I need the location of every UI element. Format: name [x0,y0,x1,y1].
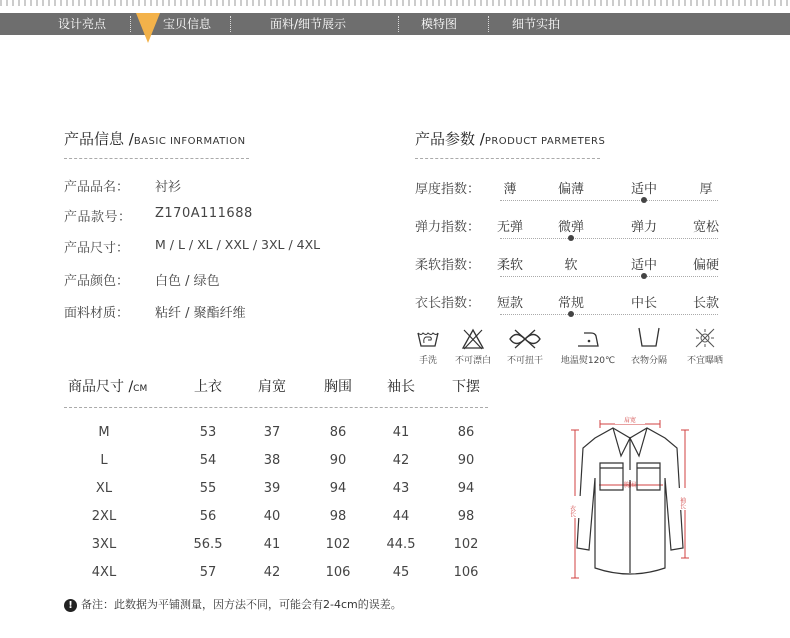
basic-info-title-text: 产品信息 / [64,130,134,148]
nav-item-model[interactable]: 模特图 [421,17,458,31]
shirt-diagram [555,408,705,588]
basic-info-subtitle: BASIC INFORMATION [133,136,246,147]
param-option: 无弹 [496,220,523,235]
size-cell: M [98,425,110,440]
size-value-cell: 40 [263,509,281,524]
size-value-cell: 56.5 [193,537,223,552]
param-option: 中长 [630,296,657,311]
size-value-cell: 94 [457,481,475,496]
info-value: 白色 / 绿色 [155,274,220,289]
param-label: 厚度指数： [415,182,481,197]
param-level-dot [568,235,574,241]
nav-separator [398,16,399,32]
params-title [415,128,605,149]
param-option: 软 [564,258,578,273]
info-row-size [64,237,321,256]
param-option: 弹力 [630,220,657,235]
param-scale [500,314,718,315]
size-value-cell: 45 [392,565,410,580]
measurement-note [64,596,402,612]
param-level-dot [641,197,647,203]
param-option: 宽松 [692,220,719,235]
divider [64,158,249,159]
param-label: 衣长指数： [415,296,481,311]
sleeve-label: 袖长 [678,497,686,509]
size-value-cell: 41 [392,425,410,440]
size-column-header: 肩宽 [258,379,286,395]
size-column-header: 下摆 [452,379,480,395]
nav-bar [0,13,790,35]
size-value-cell: 41 [263,537,281,552]
size-value-cell: 42 [392,453,410,468]
nav-item-design[interactable]: 设计亮点 [58,17,107,31]
info-value: M / L / XL / XXL / 3XL / 4XL [155,237,321,252]
size-column-header: 袖长 [387,379,415,395]
size-cell: 4XL [91,565,117,580]
size-value-cell: 86 [457,425,475,440]
decorative-chain-border [0,0,790,6]
info-label: 面料材质： [64,306,130,321]
care-label: 不宜曝晒 [686,356,723,366]
size-value-cell: 106 [453,565,479,580]
note-text: 备注：此数据为平铺测量，因方法不同，可能会有2-4cm的误差。 [81,598,402,611]
care-label: 地温熨120℃ [560,356,616,366]
divider [415,158,600,159]
size-value-cell: 57 [199,565,217,580]
size-value-cell: 94 [329,481,347,496]
info-value: 衬衫 [155,180,182,195]
size-cell: XL [95,481,113,496]
param-option: 微弹 [557,220,584,235]
no-sun-icon [693,327,717,349]
size-column-header: 胸围 [324,379,352,395]
size-value-cell: 54 [199,453,217,468]
nav-item-detail-photos[interactable]: 细节实拍 [512,17,561,31]
chest-label: 胸围 [623,482,637,489]
params-subtitle: PRODUCT PARMETERS [484,136,606,147]
size-value-cell: 102 [325,537,351,552]
param-option: 常规 [557,296,584,311]
size-value-cell: 86 [329,425,347,440]
size-value-cell: 56 [199,509,217,524]
info-value: Z170A111688 [155,206,253,221]
param-scale [500,238,718,239]
care-label: 不可漂白 [454,356,491,366]
param-option: 偏薄 [557,182,584,197]
no-wring-icon [507,328,543,350]
param-label: 柔软指数： [415,258,481,273]
info-row-material [64,302,246,321]
nav-item-fabric[interactable]: 面料/细节展示 [270,17,347,31]
info-label: 产品尺寸： [64,241,130,256]
care-label: 不可扭干 [506,356,543,366]
separate-wash-icon [637,326,661,348]
info-label: 产品款号： [64,210,132,225]
info-label: 产品品名： [64,180,130,195]
param-option: 厚 [699,182,713,197]
param-option: 柔软 [496,258,523,273]
nav-separator [230,16,231,32]
size-cell: 3XL [91,537,117,552]
size-value-cell: 44.5 [386,537,416,552]
size-value-cell: 55 [199,481,217,496]
size-value-cell: 90 [329,453,347,468]
size-value-cell: 44 [392,509,410,524]
nav-separator [488,16,489,32]
info-row-style-no [64,206,253,225]
no-bleach-icon [461,328,485,350]
low-iron-icon [576,328,600,350]
size-value-cell: 102 [453,537,479,552]
care-label: 衣物分隔 [630,356,667,366]
size-value-cell: 90 [457,453,475,468]
info-row-color [64,270,220,289]
size-cell: L [100,453,108,468]
size-value-cell: 53 [199,425,217,440]
nav-separator [130,16,131,32]
param-option: 薄 [503,182,517,197]
param-level-dot [568,311,574,317]
param-option: 长款 [692,296,719,311]
param-option: 适中 [630,258,657,273]
param-option: 适中 [630,182,657,197]
param-option: 短款 [496,296,523,311]
size-table-header-label [68,376,147,396]
info-row-name [64,176,182,195]
size-value-cell: 38 [263,453,281,468]
param-label: 弹力指数： [415,220,481,235]
length-label: 衣长 [568,505,576,517]
active-nav-marker [136,13,160,43]
size-value-cell: 42 [263,565,281,580]
size-column-header: 上衣 [194,379,222,395]
nav-item-product-info[interactable]: 宝贝信息 [163,17,212,31]
info-label: 产品颜色： [64,274,130,289]
warning-icon: ! [64,599,77,612]
params-title-text: 产品参数 / [415,130,485,148]
basic-info-title [64,128,246,149]
divider [64,407,488,408]
info-value: 粘纤 / 聚酯纤维 [155,306,246,321]
size-value-cell: 43 [392,481,410,496]
param-scale [500,200,718,201]
shoulder-label: 肩宽 [623,417,637,424]
size-value-cell: 98 [457,509,475,524]
size-value-cell: 39 [263,481,281,496]
size-value-cell: 106 [325,565,351,580]
care-label: 手洗 [418,356,437,366]
param-option: 偏硬 [692,258,719,273]
size-header-unit: CM [133,384,148,394]
size-value-cell: 98 [329,509,347,524]
size-header-text: 商品尺寸 / [68,379,134,395]
size-cell: 2XL [91,509,117,524]
param-scale [500,276,718,277]
param-level-dot [641,273,647,279]
size-value-cell: 37 [263,425,281,440]
hand-wash-icon [416,328,440,350]
